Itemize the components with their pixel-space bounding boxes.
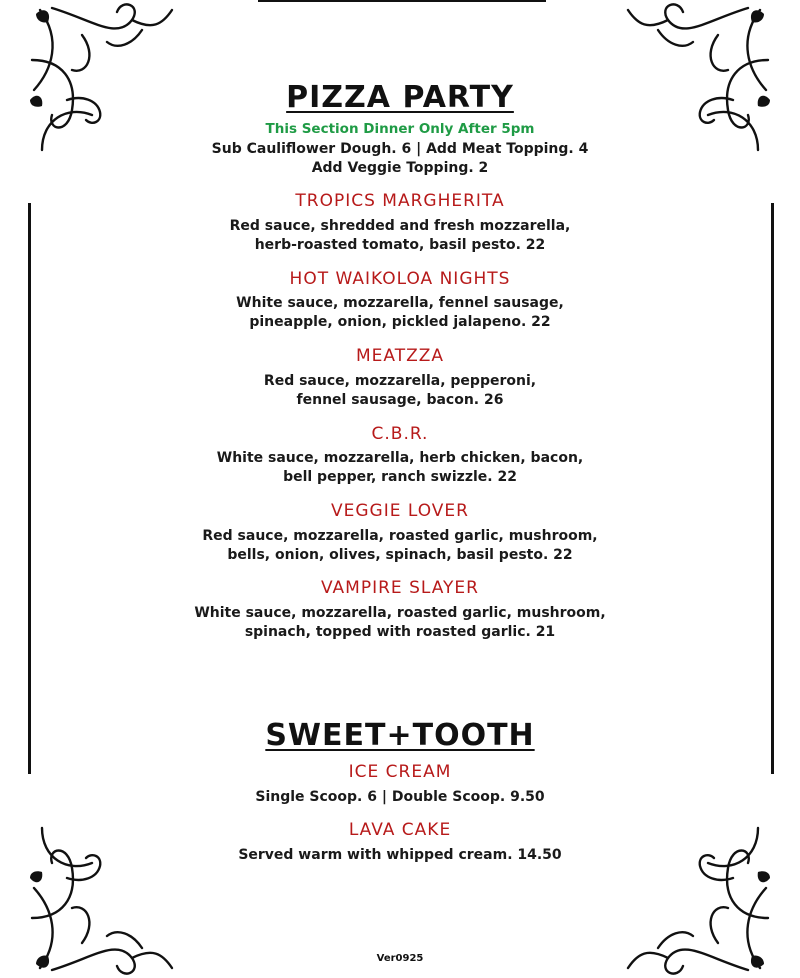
menu-item-description: White sauce, mozzarella, fennel sausage, <box>236 295 564 311</box>
menu-item-description: Red sauce, mozzarella, roasted garlic, mushroom, <box>202 528 598 544</box>
pizza-options-line-1: Sub Cauliflower Dough. 6 | Add Meat Topping. 4 <box>211 141 589 157</box>
menu-item-description: fennel sausage, bacon. 26 <box>296 392 504 408</box>
top-divider <box>258 0 546 2</box>
menu-item-name: VAMPIRE SLAYER <box>321 578 479 598</box>
menu-item-name: C.B.R. <box>371 424 429 444</box>
menu-item-description: pineapple, onion, pickled jalapeno. 22 <box>249 314 551 330</box>
menu-item-name: HOT WAIKOLOA NIGHTS <box>289 269 511 289</box>
pizza-section-title: PIZZA PARTY <box>286 80 514 115</box>
menu-item-name: LAVA CAKE <box>348 820 452 840</box>
menu-item-name: VEGGIE LOVER <box>330 501 469 521</box>
menu-item-description: spinach, topped with roasted garlic. 21 <box>244 624 556 640</box>
menu-item-description: White sauce, mozzarella, roasted garlic, mushroom, <box>194 605 606 621</box>
menu-item-description: herb-roasted tomato, basil pesto. 22 <box>254 237 546 253</box>
menu-item-description: Served warm with whipped cream. 14.50 <box>238 847 562 863</box>
menu-item-name: TROPICS MARGHERITA <box>295 191 505 211</box>
version-label: Ver0925 <box>376 953 424 964</box>
menu-item-description: bells, onion, olives, spinach, basil pesto. 22 <box>227 547 573 563</box>
menu-item-description: bell pepper, ranch swizzle. 22 <box>283 469 517 485</box>
menu-item-description: White sauce, mozzarella, herb chicken, bacon, <box>216 450 584 466</box>
menu-item-description: Red sauce, mozzarella, pepperoni, <box>263 373 537 389</box>
menu-item-name: MEATZZA <box>355 346 445 366</box>
sweet-section-title: SWEET+TOOTH <box>265 718 535 753</box>
pizza-options-line-2: Add Veggie Topping. 2 <box>311 160 489 176</box>
menu-item-name: ICE CREAM <box>348 762 452 782</box>
menu-item-description: Red sauce, shredded and fresh mozzarella, <box>229 218 571 234</box>
menu-item-description: Single Scoop. 6 | Double Scoop. 9.50 <box>255 789 545 805</box>
dinner-only-note: This Section Dinner Only After 5pm <box>265 121 535 137</box>
